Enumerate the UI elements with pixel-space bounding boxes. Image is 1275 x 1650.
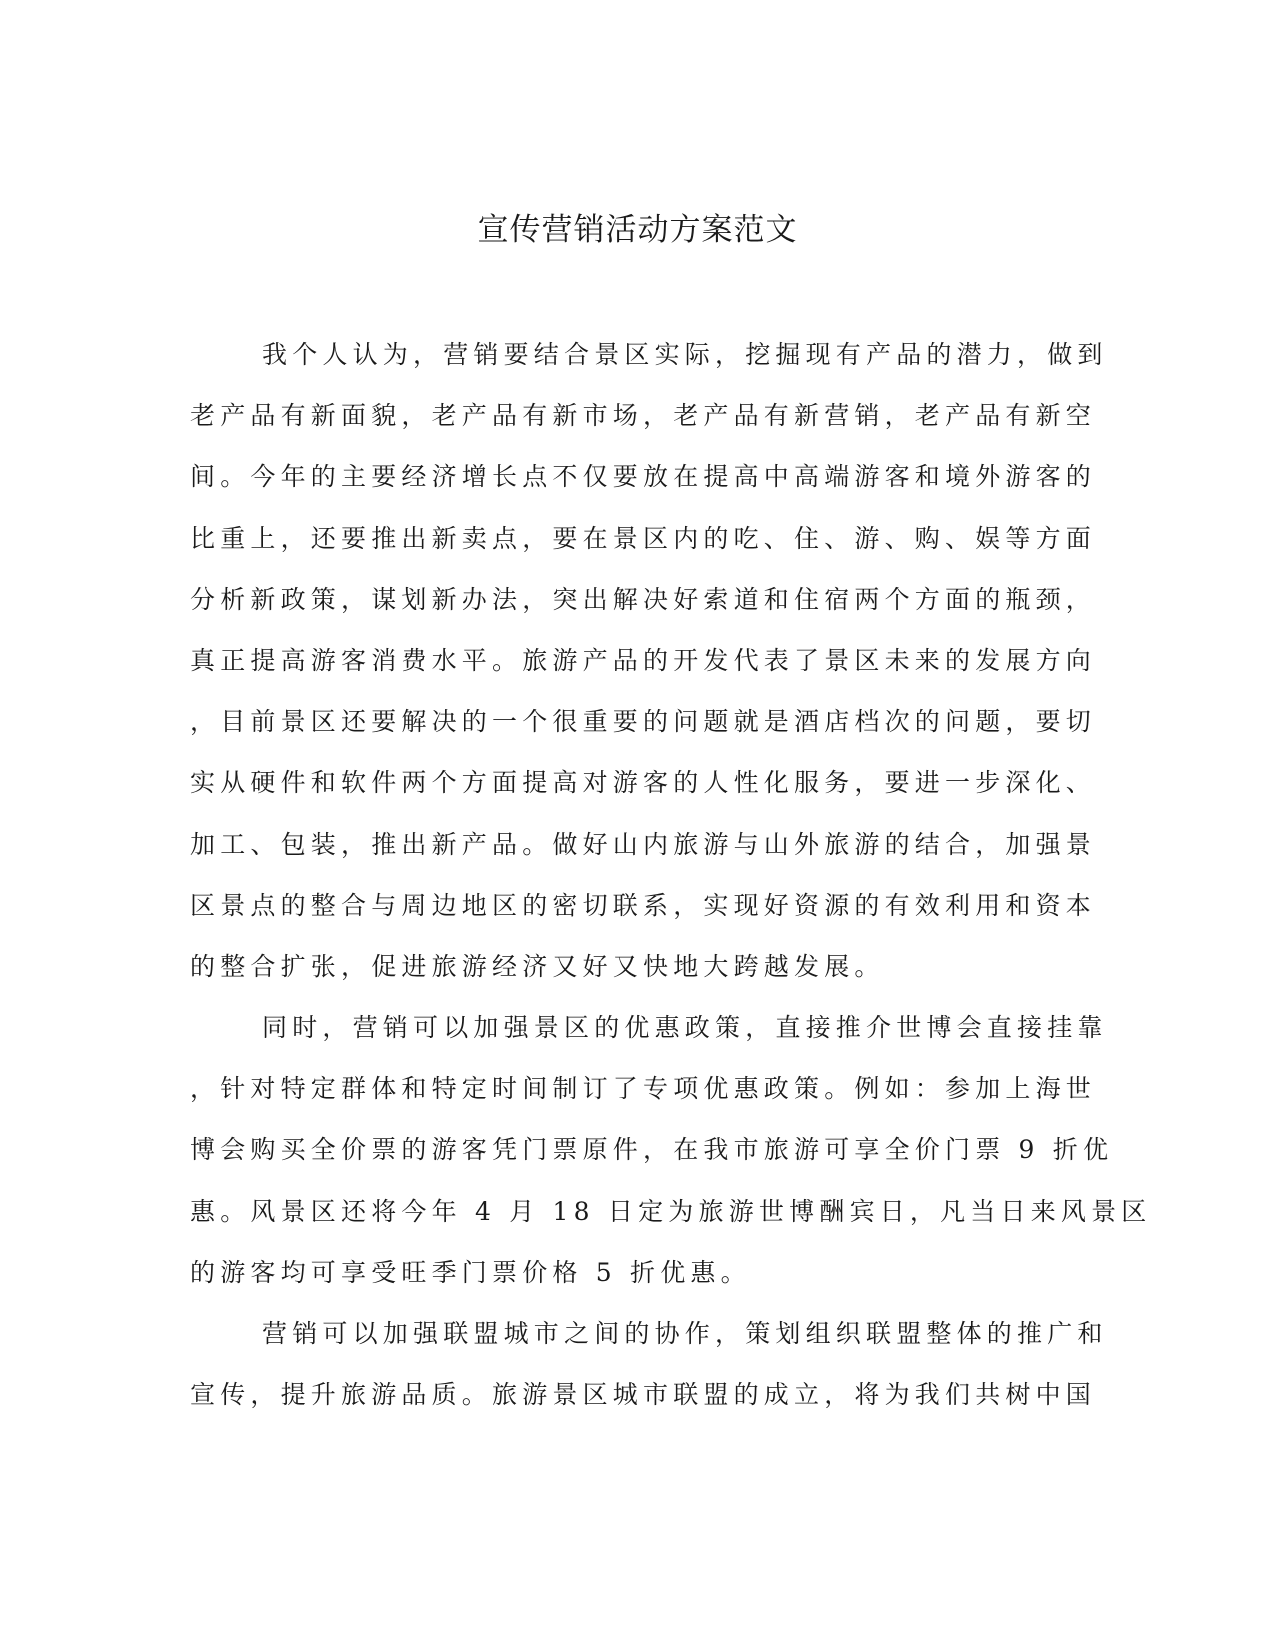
paragraph-3 xyxy=(190,1303,1108,1425)
paragraph-line: 实从硬件和软件两个方面提高对游客的人性化服务，要进一步深化、 xyxy=(190,768,1097,798)
paragraph-line: 比重上，还要推出新卖点，要在景区内的吃、住、游、购、娱等方面 xyxy=(190,523,1097,553)
paragraph-line: 的游客均可享受旺季门票价格 5 折优惠。 xyxy=(190,1257,751,1287)
paragraph-line: 惠。风景区还将今年 4 月 18 日定为旅游世博酬宾日，凡当日来风景区 xyxy=(190,1196,1152,1226)
paragraph-line: 博会购买全价票的游客凭门票原件，在我市旅游可享全价门票 9 折优 xyxy=(190,1135,1114,1165)
paragraph-line: ，目前景区还要解决的一个很重要的问题就是酒店档次的问题，要切 xyxy=(190,707,1097,737)
paragraph-line: 加工、包装，推出新产品。做好山内旅游与山外旅游的结合，加强景 xyxy=(190,829,1097,859)
paragraph-line: 我个人认为，营销要结合景区实际，挖掘现有产品的潜力，做到 xyxy=(262,340,1108,369)
document-title: 宣传营销活动方案范文 xyxy=(477,212,798,248)
paragraph-line: 区景点的整合与周边地区的密切联系，实现好资源的有效利用和资本 xyxy=(190,890,1097,920)
paragraph-line: 的整合扩张，促进旅游经济又好又快地大跨越发展。 xyxy=(190,951,885,981)
document-body xyxy=(190,324,1152,1425)
paragraph-line: 分析新政策，谋划新办法，突出解决好索道和住宿两个方面的瓶颈， xyxy=(190,584,1097,614)
paragraph-line: 老产品有新面貌，老产品有新市场，老产品有新营销，老产品有新空 xyxy=(190,401,1097,431)
paragraph-line: ，针对特定群体和特定时间制订了专项优惠政策。例如：参加上海世 xyxy=(190,1074,1097,1104)
paragraph-line: 同时，营销可以加强景区的优惠政策，直接推介世博会直接挂靠 xyxy=(262,1013,1108,1043)
paragraph-1 xyxy=(190,324,1108,997)
paragraph-line: 间。今年的主要经济增长点不仅要放在提高中高端游客和境外游客的 xyxy=(190,462,1097,492)
paragraph-2 xyxy=(190,997,1152,1303)
paragraph-line: 营销可以加强联盟城市之间的协作，策划组织联盟整体的推广和 xyxy=(262,1319,1108,1348)
paragraph-line: 真正提高游客消费水平。旅游产品的开发代表了景区未来的发展方向 xyxy=(190,645,1097,675)
paragraph-line: 宣传，提升旅游品质。旅游景区城市联盟的成立，将为我们共树中国 xyxy=(190,1380,1097,1410)
